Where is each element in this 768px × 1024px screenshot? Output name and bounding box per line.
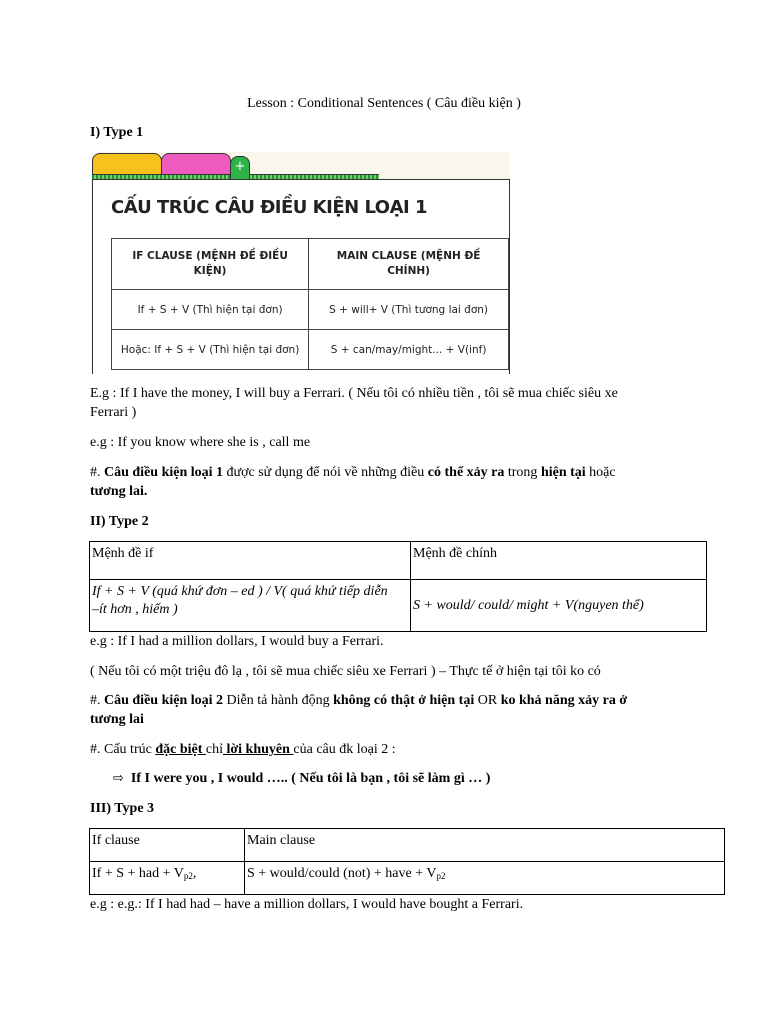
type3-main-sub: p2 [436,871,446,881]
type2-if-header: Mệnh đề if [90,542,411,580]
row1-main-cell: S + will+ V (Thì tương lai đơn) [309,290,509,330]
note-bold: Câu điều kiện loại 2 [104,693,224,708]
note-bold: tương lai. [90,484,148,499]
page-title: Lesson : Conditional Sentences ( Câu điều kiện ) [247,96,521,111]
type2-table [89,541,707,632]
note-bold: có thể xảy ra [427,465,505,480]
structure-card-title: CẤU TRÚC CÂU ĐIỀU KIỆN LOẠI 1 [111,197,428,218]
type2-special-structure [90,740,396,759]
note-text: hoặc [585,465,616,480]
note-text: Diễn tả hành động [223,693,334,708]
special-underline: đặc biệt [155,742,206,757]
note-bold: ko khả năng xảy ra ở [500,693,628,708]
plus-icon: + [230,156,250,179]
row1-if-cell: If + S + V (Thì hiện tại đơn) [112,290,309,330]
note-text: OR [474,693,501,708]
type3-main-header: Main clause [245,829,725,862]
special-underline: lời khuyên [223,742,294,757]
type3-if-end: , [192,866,197,881]
note-text: được sử dụng để nói về những điều [223,465,428,480]
type3-example: e.g : e.g.: If I had had – have a million dollars, I would have bought a Ferrari. [90,897,524,912]
type1-structure-image [91,152,510,374]
type2-note [90,691,627,710]
structure-card [92,179,510,374]
type2-main-header: Mệnh đề chính [411,542,707,580]
type2-heading [90,512,149,531]
type1-heading [90,123,143,142]
row2-main-cell: S + can/may/might... + V(inf) [309,330,509,370]
type2-heading-text: II) Type 2 [90,514,149,529]
type3-if-text: If + S + had + V [92,866,184,881]
special-text: của câu đk loại 2 : [293,742,396,757]
type2-if-cell-line2: –ít hơn , hiếm ) [92,602,178,617]
type2-example: e.g : If I had a million dollars, I would buy a Ferrari. [90,634,384,649]
type1-example1-line2: Ferrari ) [90,405,137,420]
note-prefix: #. [90,465,104,480]
type3-if-header: If clause [90,829,245,862]
type2-translation: ( Nếu tôi có một triệu đô lạ , tôi sẽ mua chiếc siêu xe Ferrari ) – Thực tế ở hiện tại tôi ko có [90,664,601,679]
if-clause-header: IF CLAUSE (MỆNH ĐỀ ĐIỀU KIỆN) [112,239,309,290]
note-bold: tương lai [90,712,144,727]
type1-example1-line1: E.g : If I have the money, I will buy a Ferrari. ( Nếu tôi có nhiều tiền , tôi sẽ mua chiếc siêu xe [90,386,618,401]
special-example-text: If I were you , I would ….. ( Nếu tôi là bạn , tôi sẽ làm gì … ) [130,771,491,786]
type2-main-cell: S + would/ could/ might + V(nguyen thể) [411,580,707,632]
type3-heading [90,799,154,818]
note-bold: Câu điều kiện loại 1 [104,465,224,480]
type3-table [89,828,725,895]
type3-main-cell [245,862,725,895]
note-text: trong [504,465,541,480]
type2-if-cell-line1: If + S + V (quá khứ đơn – ed ) / V( quá khứ tiếp diễn [92,584,388,599]
note-prefix: #. [90,693,104,708]
type1-example2: e.g : If you know where she is , call me [90,435,311,450]
row2-if-cell: Hoặc: If + S + V (Thì hiện tại đơn) [112,330,309,370]
note-bold: không có thật ở hiện tại [333,693,475,708]
arrow-icon: ⇨ [113,771,124,786]
type2-if-cell [90,580,411,632]
type1-heading-text: I) Type 1 [90,125,144,140]
note-bold: hiện tại [540,465,586,480]
special-text: #. Cấu trúc [90,742,156,757]
type1-note [90,463,616,482]
type2-special-example [113,769,490,788]
type1-note-line2 [90,482,147,501]
type3-heading-text: III) Type 3 [90,801,155,816]
main-clause-header: MAIN CLAUSE (MỆNH ĐỀ CHÍNH) [309,239,509,290]
special-text: chỉ [205,742,223,757]
type3-if-cell [90,862,245,895]
type1-structure-table [111,238,509,370]
type2-note-line2 [90,710,144,729]
type3-main-text: S + would/could (not) + have + V [247,866,437,881]
type3-if-sub: p2 [183,871,193,881]
